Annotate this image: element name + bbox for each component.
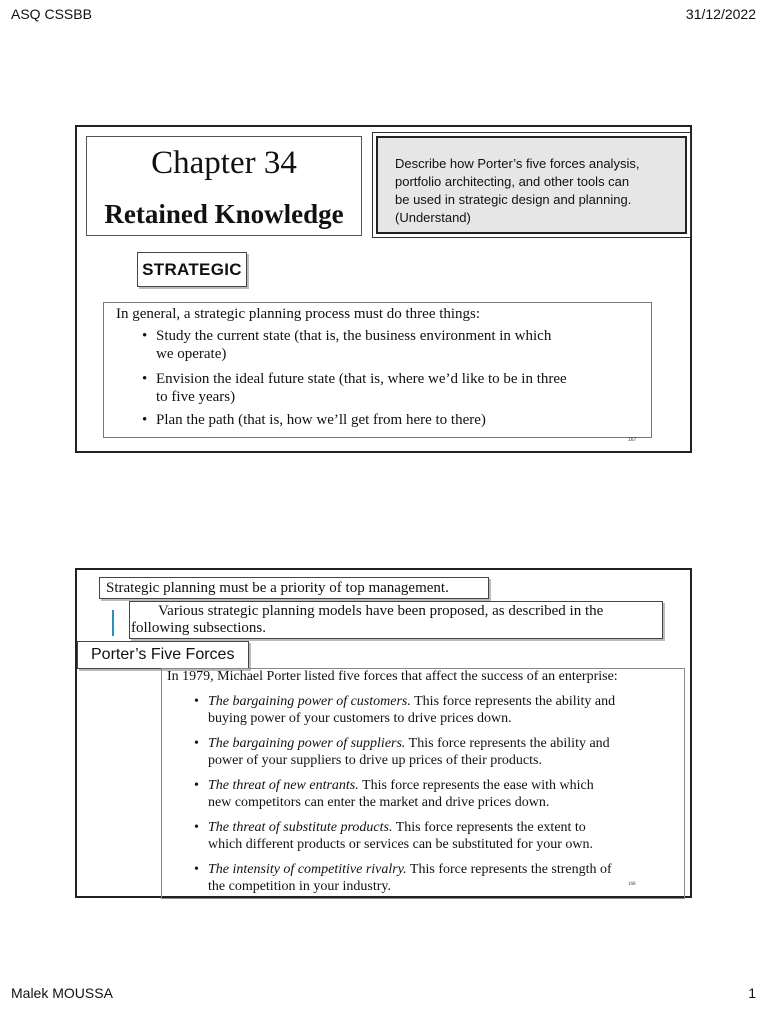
- objective-text: [376, 136, 687, 234]
- models-line: Various strategic planning models have been proposed, as described in the: [158, 603, 604, 619]
- force-description: This force represents the strength of: [406, 862, 612, 877]
- accent-bar: [112, 610, 114, 636]
- force-line: [208, 819, 593, 836]
- title-box: [86, 136, 362, 236]
- intro-text: In general, a strategic planning process must do three things:: [116, 306, 481, 322]
- force-name: The threat of new entrants.: [208, 778, 359, 793]
- forces-intro: In 1979, Michael Porter listed five forces that affect the success of an enterprise:: [167, 669, 618, 684]
- force-description: This force represents the ability and: [410, 694, 616, 709]
- list-item: [202, 735, 610, 769]
- force-name: The threat of substitute products.: [208, 820, 393, 835]
- objective-line: be used in strategic design and planning.: [395, 192, 632, 207]
- force-line: [208, 861, 612, 878]
- models-statement: [129, 601, 663, 639]
- objective-box: [372, 132, 691, 238]
- bullet-line: we operate): [156, 346, 227, 362]
- bullet-line: to five years): [156, 389, 236, 405]
- chapter-subtitle: Retained Knowledge: [104, 199, 344, 229]
- bullet-line: • Study the current state (that is, the business environment in which: [156, 328, 552, 344]
- list-item: [202, 819, 593, 853]
- footer-page-number: 1: [748, 985, 756, 1001]
- force-name: The bargaining power of customers.: [208, 694, 411, 709]
- objective-line: (Understand): [395, 210, 471, 225]
- force-line: new competitors can enter the market and drive prices down.: [208, 795, 550, 810]
- list-item: [144, 370, 567, 406]
- list-item: [202, 693, 615, 727]
- force-line: power of your suppliers to drive up prices of their products.: [208, 753, 542, 768]
- force-line: buying power of your customers to drive prices down.: [208, 711, 512, 726]
- force-line: [208, 693, 615, 710]
- header-date: 31/12/2022: [685, 6, 756, 22]
- priority-statement: Strategic planning must be a priority of top management.: [99, 577, 489, 599]
- bullet-line: • Envision the ideal future state (that is, where we’d like to be in three: [156, 371, 567, 387]
- chapter-title: Chapter 34: [151, 145, 297, 181]
- models-line: following subsections.: [131, 620, 266, 636]
- slide-167: [75, 125, 692, 453]
- force-description: This force represents the ability and: [405, 736, 610, 751]
- objective-line: portfolio architecting, and other tools can: [395, 174, 630, 189]
- force-name: The intensity of competitive rivalry.: [208, 862, 407, 877]
- strategic-tag: STRATEGIC: [137, 252, 247, 287]
- objective-line: Describe how Porter’s five forces analysis,: [395, 156, 640, 171]
- footer-author: Malek MOUSSA: [11, 985, 113, 1001]
- force-description: This force represents the ease with which: [358, 778, 594, 793]
- list-item: [202, 777, 594, 811]
- five-forces-box: [161, 668, 685, 899]
- list-item: [144, 327, 551, 363]
- slide-168: [75, 568, 692, 898]
- header-course: ASQ CSSBB: [11, 6, 92, 22]
- slide-page-number: 167: [628, 437, 637, 443]
- force-line: which different products or services can be substituted for your own.: [208, 837, 594, 852]
- force-name: The bargaining power of suppliers.: [208, 736, 406, 751]
- slide-page-number: 168: [628, 882, 636, 887]
- force-line: [208, 777, 594, 794]
- force-line: the competition in your industry.: [208, 879, 392, 894]
- strategic-planning-box: [103, 302, 652, 438]
- bullet-line: • Plan the path (that is, how we’ll get from here to there): [156, 412, 486, 428]
- section-heading: Porter’s Five Forces: [77, 641, 249, 669]
- list-item: [144, 411, 486, 429]
- list-item: [202, 861, 612, 895]
- force-description: This force represents the extent to: [392, 820, 586, 835]
- force-line: [208, 735, 610, 752]
